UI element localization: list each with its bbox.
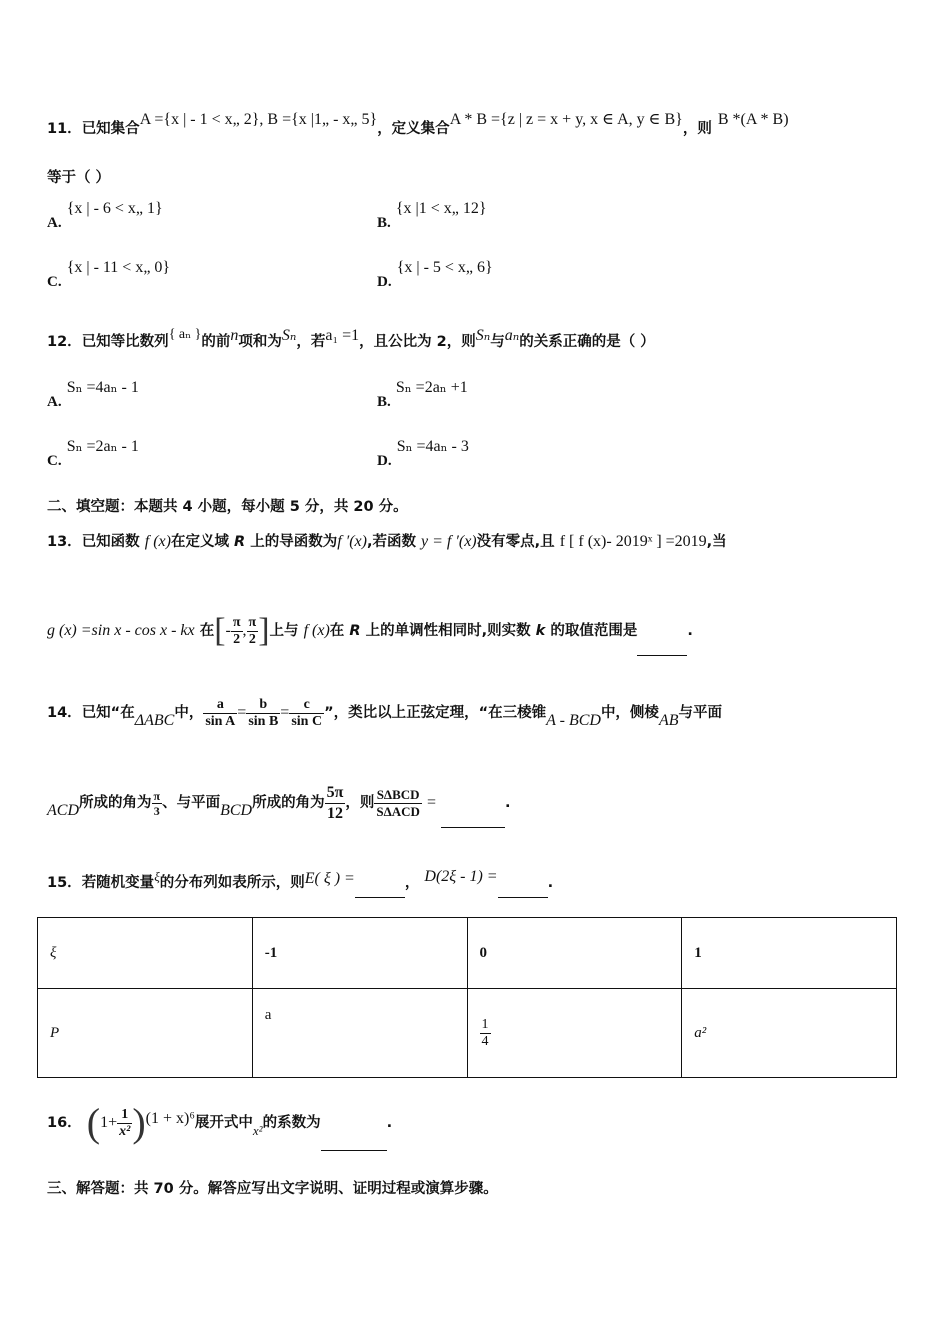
q13-fx: f (x) [144,533,171,550]
equals: = [237,704,247,721]
q13-k: k [535,623,546,639]
q12-an: aₙ [504,327,520,344]
q13-gx: g (x) =sin x - cos x - kx [47,622,195,639]
q12-option-a[interactable] [47,377,139,410]
q12-line1 [47,327,655,351]
q13-frac-lower [231,615,243,648]
q11-number: 11． [47,121,82,137]
q16-factor: (1 + x)⁶ [145,1110,195,1127]
q13-text: 已知函数 [81,534,140,550]
q15-expectation: E( ξ ) = [304,870,355,887]
q14-angle1 [152,789,163,818]
option-label: D. [377,453,392,469]
q15-variance: D(2ξ - 1) = [424,868,498,885]
q14-number: 14． [47,705,82,721]
q16-text: 展开式中 [194,1115,253,1131]
q13-frac-upper [247,615,259,648]
q11-option-a[interactable] [47,198,163,231]
q11-text2: ，定义集合 [377,121,450,137]
q12-text6: 与 [490,334,505,350]
table-header-xi: ξ [38,918,253,989]
q14-text6: 所成的角为 [79,795,152,811]
q15-text: 若随机变量 [81,875,155,891]
q13-r2: R [349,623,361,639]
option-label: B. [377,394,391,410]
q14-text2: 中， [174,705,204,721]
q11-text: 已知集合 [81,121,140,137]
option-text: Sₙ =2aₙ - 1 [66,438,139,455]
q14-frac-a [203,697,237,730]
q16-line [47,1095,392,1151]
q13-text10: 上的单调性相同时,则实数 [365,623,531,639]
right-paren: ) [132,1100,146,1145]
q12-option-b[interactable] [377,377,468,410]
q14-text4: 中，侧棱 [600,705,659,721]
q13-text11: 的取值范围是 [550,623,638,639]
q13-answer-blank[interactable] [637,639,687,656]
q14-text8: 所成的角为 [252,795,325,811]
q13-yfp: y = f ′(x) [421,533,477,550]
option-text: Sₙ =2aₙ +1 [395,379,468,396]
frac-den: 4 [481,1033,489,1049]
q11-option-b[interactable] [377,198,487,231]
q14-text3: ”，类比以上正弦定理，“在三棱锥 [324,705,547,721]
option-label: D. [377,274,392,290]
q14-angle2 [325,783,346,824]
q11-text3: ，则 [682,121,712,137]
option-text: {x | - 11 < x„ 0} [66,259,171,276]
q13-text6: ,当 [706,534,727,550]
q13-minus: - [225,622,231,639]
q11-set-ab: A * B ={z | z = x + y, x ∈ A, y ∈ B} [449,111,683,128]
table-cell: a² [682,989,897,1078]
q16-text2: 的系数为 [262,1115,321,1131]
q13-text12: . [687,623,693,639]
q14-text7: 、与平面 [162,795,221,811]
q13-text4: ,若函数 [366,534,416,550]
q12-option-d[interactable] [377,436,469,469]
q13-text8: 上与 [269,623,299,639]
q15-text3: ， [404,875,420,891]
right-bracket: ] [258,612,270,649]
section-2-heading: 二、填空题：本题共 4 小题，每小题 5 分，共 20 分。 [47,499,408,515]
table-header-cell: 0 [467,918,682,989]
table-header-cell: 1 [682,918,897,989]
q12-sn2: Sₙ [475,327,491,344]
option-label: A. [47,394,62,410]
q14-bcd: BCD [220,802,253,819]
frac-quarter [480,1017,491,1050]
q13-text3: 上的导函数为 [250,534,338,550]
q12-sn: Sₙ [281,327,297,344]
frac-num: c [289,697,324,714]
equals: = [280,704,290,721]
q11-option-d[interactable] [377,257,493,290]
left-paren: ( [86,1100,101,1145]
q11-option-c[interactable] [47,257,171,290]
table-row-label: P [38,989,253,1078]
frac-den: 3 [153,803,160,818]
left-bracket: [ [214,612,226,649]
q13-number: 13． [47,534,82,550]
option-text: Sₙ =4aₙ - 3 [396,438,469,455]
q12-text5: ，且公比为 2，则 [359,334,476,350]
q15-line [47,868,553,898]
q12-number: 12． [47,334,82,350]
q13-text7: 在 [199,623,215,639]
table-cell: a [252,989,467,1078]
q15-distribution-table [37,917,897,1078]
q13-text2: 在定义域 [170,534,229,550]
q11-expr: B *(A * B) [717,111,789,128]
q14-acd: ACD [47,802,79,819]
q12-text2: 的前 [201,334,231,350]
frac-num: a [203,697,237,714]
frac-num: π [232,614,241,630]
q16-frac [117,1107,132,1140]
q12-a1: a₁ =1 [325,327,360,344]
q15-number: 15． [47,875,82,891]
frac-den: sin C [291,713,323,729]
q16-text3: . [386,1115,393,1131]
frac-num: π [153,788,161,803]
q13-text5: 没有零点,且 [476,534,555,550]
q16-number: 16． [47,1115,82,1131]
q12-option-c[interactable] [47,436,139,469]
q12-text7: 的关系正确的是（ ） [519,334,655,350]
q13-comma: , [242,622,247,639]
frac-den: 12 [326,804,343,822]
q16-one: 1+ [100,1114,118,1131]
q12-text: 已知等比数列 [81,334,169,350]
frac-num: 1 [117,1107,132,1124]
q14-ab: AB [658,712,679,729]
q15-blank-d[interactable] [498,883,548,898]
option-label: B. [377,215,391,231]
q13-line2 [47,606,693,656]
option-text: Sₙ =4aₙ - 1 [66,379,139,396]
q15-blank-e[interactable] [355,883,405,898]
table-header-cell: -1 [252,918,467,989]
frac-den: sin A [205,713,236,729]
q14-line2 [47,778,511,828]
frac-den: SΔACD [376,803,420,819]
option-label: A. [47,215,62,231]
q16-x2: x² [252,1123,263,1138]
frac-num: 5π [325,783,346,804]
q14-pyramid: A - BCD [546,712,601,729]
table-cell-frac [467,989,682,1078]
q13-text9: 在 [329,623,345,639]
q15-xi: ξ [154,869,160,884]
q13-condition: f [ f (x)- 2019ˣ ] =2019 [559,533,707,550]
table-row [38,989,897,1078]
q13-fpx: f ′(x) [337,533,367,550]
frac-den: sin B [248,713,279,729]
frac-den: 2 [233,631,241,647]
q13-r: R [234,534,246,550]
frac-den: 2 [248,631,256,647]
q14-text5: 与平面 [678,705,722,721]
option-text: {x | - 6 < x„ 1} [66,200,163,217]
frac-den: x² [119,1123,131,1139]
frac-num: 1 [481,1016,489,1032]
section-3-heading: 三、解答题：共 70 分。解答应写出文字说明、证明过程或演算步骤。 [47,1181,498,1197]
q15-text2: 的分布列如表所示，则 [159,875,305,891]
q14-frac-c [289,697,324,730]
option-text: {x |1 < x„ 12} [395,200,487,217]
q12-text3: 项和为 [238,334,282,350]
q14-area-ratio [374,787,422,820]
q14-eq: = [426,794,436,811]
q14-text11: . [505,795,511,811]
q14-text: 已知“在 [81,705,135,721]
q11-set-a: A ={x | - 1 < x„ 2}, B ={x |1„ - x„ 5} [139,111,378,128]
frac-num: SΔBCD [374,787,422,804]
frac-num: b [246,697,280,714]
q14-line1 [47,688,722,738]
option-label: C. [47,453,62,469]
option-text: {x | - 5 < x„ 6} [396,259,493,276]
frac-num: π [248,614,257,630]
q11-line1 [47,111,789,138]
q13-line1 [47,530,727,551]
q13-fx2: f (x) [303,622,330,639]
q11-line2: 等于（ ） [47,170,111,186]
q12-seq: { aₙ } [168,327,202,342]
option-label: C. [47,274,62,290]
table-row [38,918,897,989]
q14-answer-blank[interactable] [441,809,505,828]
q12-text4: ，若 [296,334,326,350]
q14-text9: ，则 [345,795,375,811]
q12-n: n [230,327,239,344]
q14-triangle: ΔABC [134,712,175,729]
q16-answer-blank[interactable] [321,1134,387,1151]
q14-frac-b [246,697,280,730]
q15-text4: . [547,875,554,891]
